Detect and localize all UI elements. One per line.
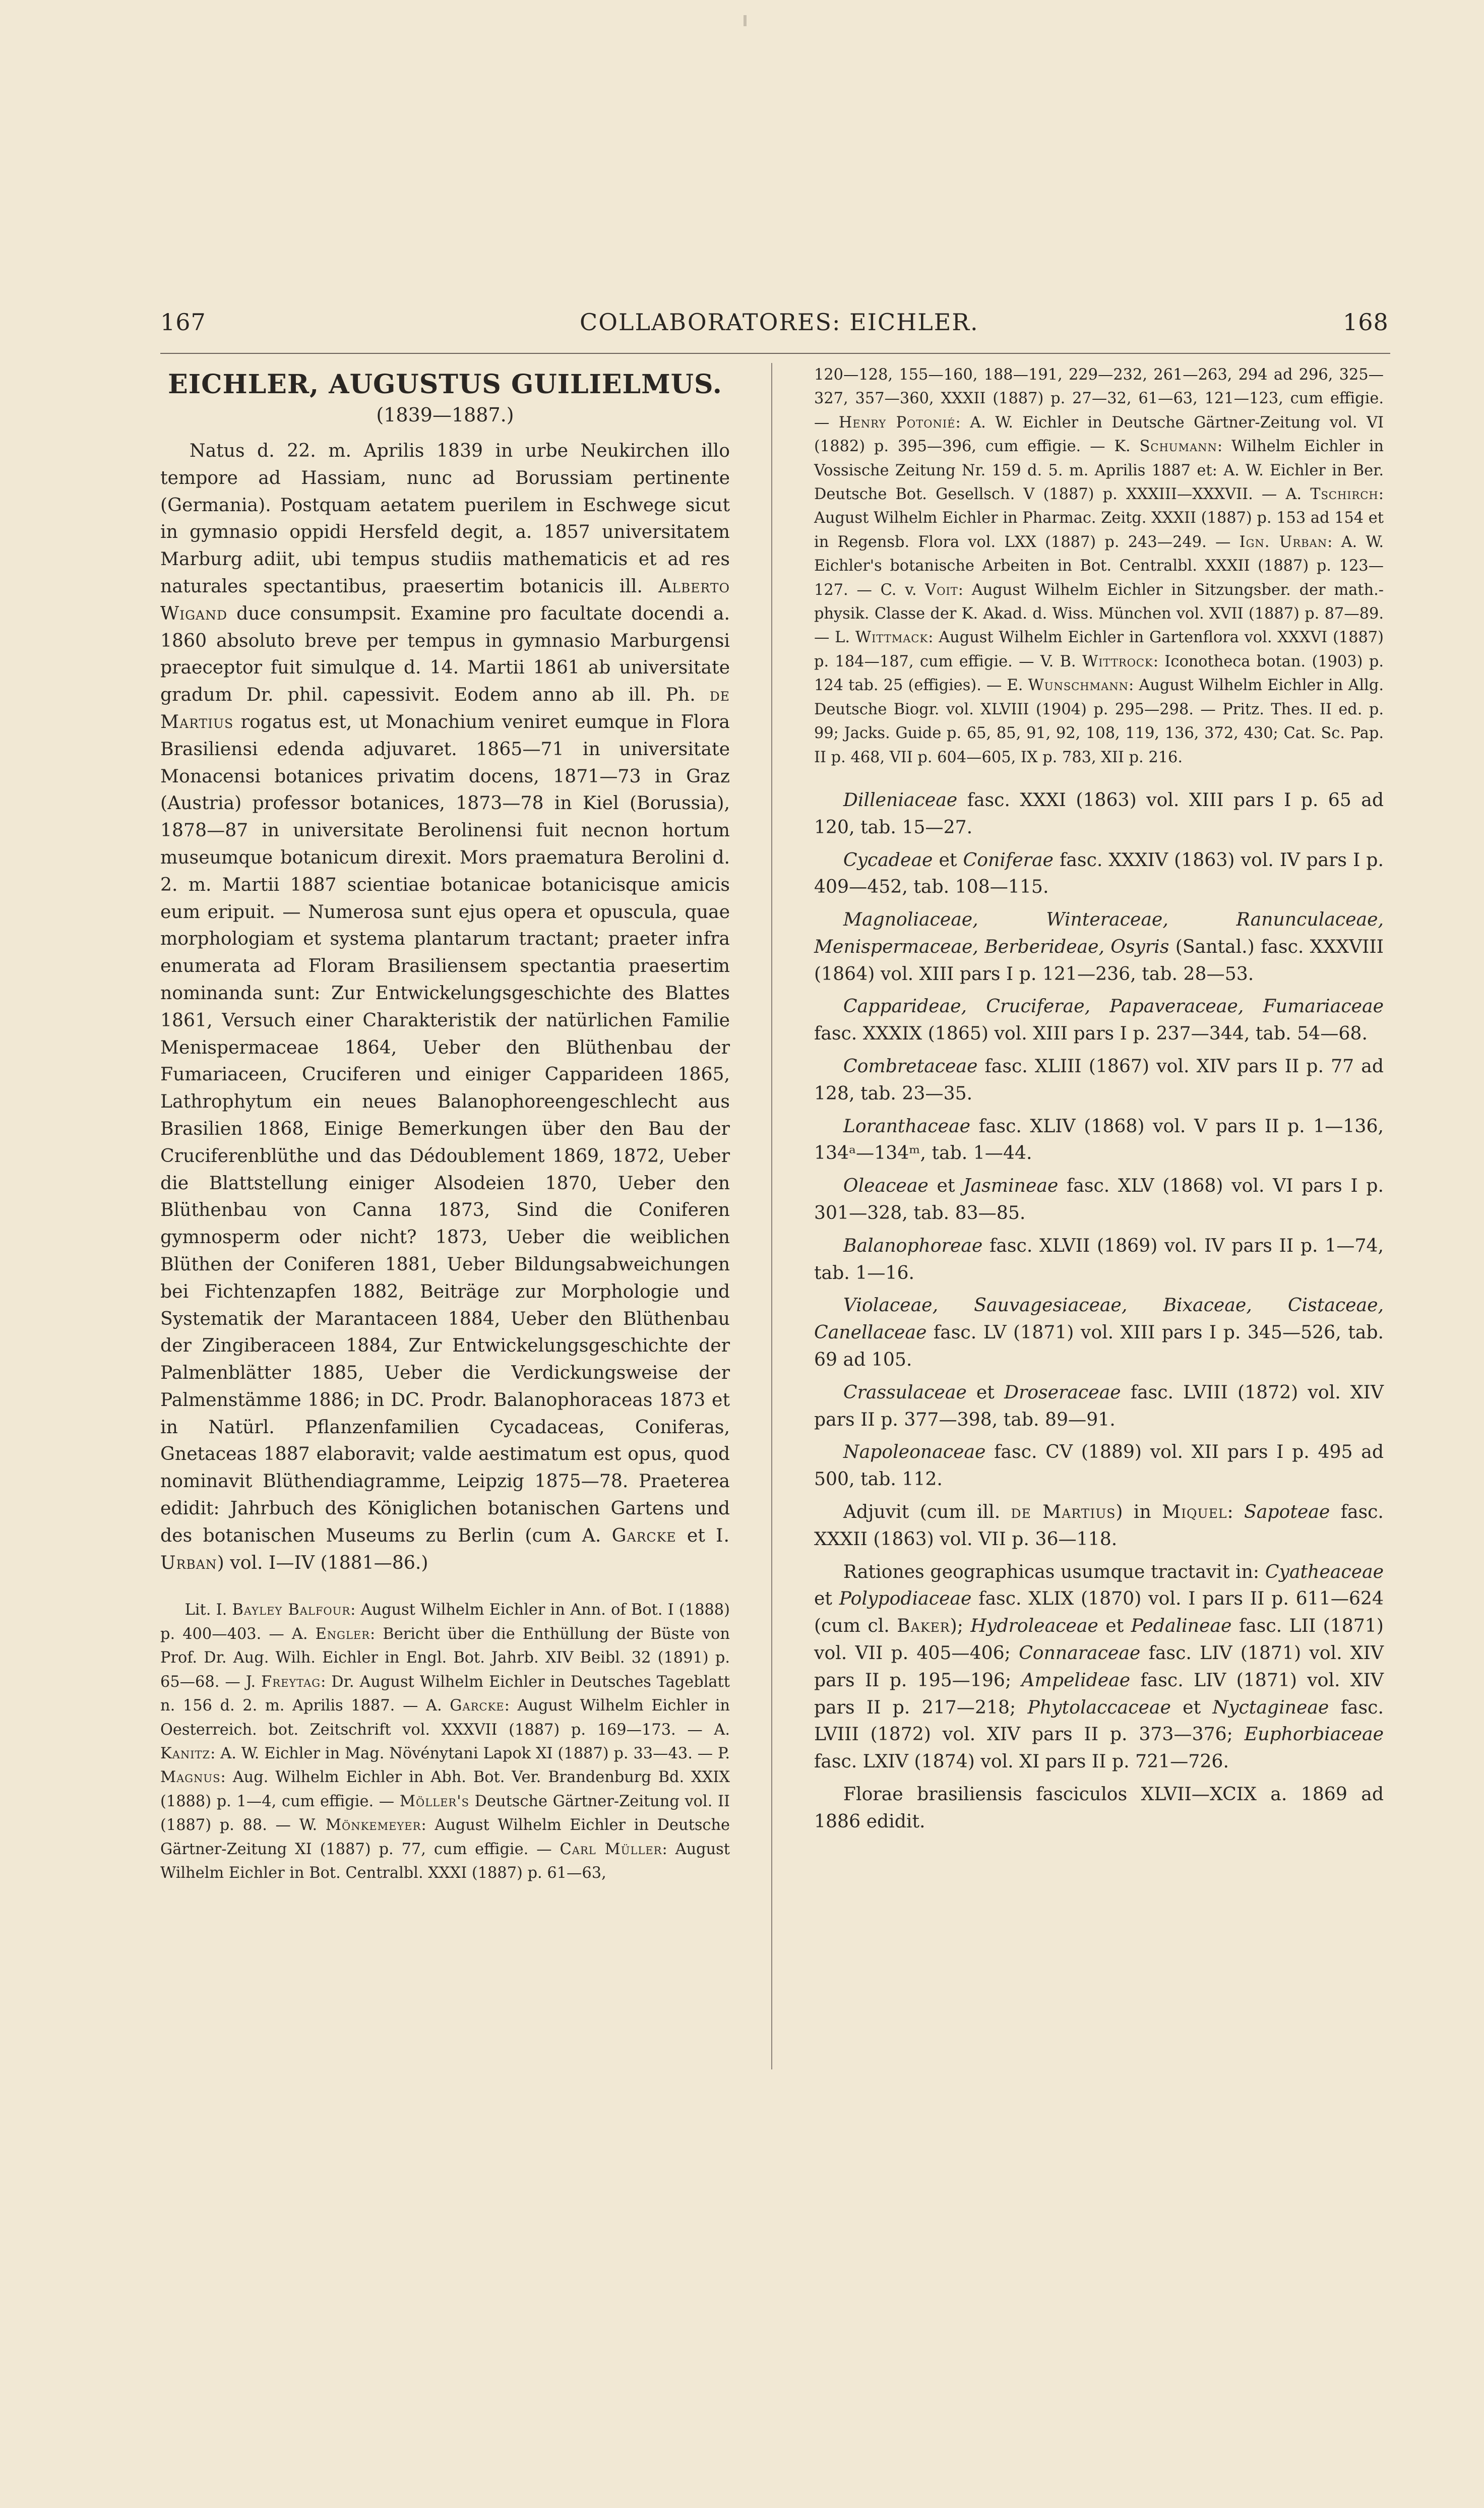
entry-text: et [1105, 1615, 1124, 1637]
taxon-name: Droseraceae [1004, 1381, 1121, 1403]
lit-text: : August Wilhelm Eichler in Pharmac. Zeitg. XXXII (1887) p. 153 ad 154 et in Regensb. Flora vol. LXX (1887) p. 243—249. — [814, 485, 1384, 551]
person-name: de Martius [160, 684, 730, 732]
rationes-paragraph [814, 1558, 1384, 1775]
contribution-entry [814, 1172, 1384, 1227]
taxon-name: Loranthaceae [843, 1115, 970, 1137]
entry-text: fasc. XLV (1868) vol. VI pars I p. 301—328, tab. 83—85. [814, 1175, 1384, 1224]
taxon-name: Napoleonaceae [843, 1441, 986, 1463]
bio-text-5: ) vol. I—IV (1881—86.) [217, 1551, 428, 1573]
entry-text: fasc. LV (1871) vol. XIII pars I p. 345—526, tab. 69 ad 105. [814, 1321, 1384, 1371]
lit-text: Deutsche Gärtner-Zeitung vol. II (1887) p. 88. — W. [160, 1792, 730, 1834]
taxon-name: Pedalineae [1131, 1615, 1232, 1637]
bio-text-4: et [687, 1524, 705, 1546]
taxon-name: Coniferae [963, 848, 1054, 871]
paper-speck [744, 15, 747, 26]
taxon-name: Crassulaceae [843, 1381, 967, 1403]
entry-text: : [1227, 1501, 1233, 1523]
entry-text: fasc. XXXIX (1865) vol. XIII pars I p. 237—344, tab. 54—68. [814, 1022, 1368, 1045]
entry-text: fasc. XLIV (1868) vol. V pars II p. 1—136, 134ᵃ—134ᵐ, tab. 1—44. [814, 1115, 1384, 1164]
lit-text: : August Wilhelm Eichler in Deutsche Gärtner-Zeitung XI (1887) p. 77, cum effigie. — [160, 1816, 730, 1858]
bio-text-1: Natus d. 22. m. Aprilis 1839 in urbe Neukirchen illo tempore ad Hassiam, nunc ad Borussiam pertinente (Germania). Postquam aetatem puerilem in Eschwege sicut in gymnasio oppidi Hersfeld degit, a. 1857 universitatem Marburg adiit, ubi tempus studiis mathematicis et ad res naturales spectantibus, praesertim botanicis ill. [160, 440, 730, 597]
lit-author: Wittmack [855, 629, 929, 647]
entry-text: fasc. XLVII (1869) vol. IV pars II p. 1—74, tab. 1—16. [814, 1234, 1384, 1283]
entry-text: et [976, 1381, 995, 1403]
taxon-name: Connaraceae [1019, 1642, 1141, 1664]
lit-author: Voit [925, 581, 958, 599]
person-name: de Martius [1011, 1501, 1116, 1523]
taxon-name: Dilleniaceae [843, 788, 958, 811]
person-name: Miquel [1162, 1501, 1227, 1523]
lit-author: Freytag [261, 1673, 321, 1691]
lit-author: Mönkemeyer [325, 1816, 421, 1834]
left-column [160, 363, 730, 1885]
entry-text: fasc. LXIV (1874) vol. XI pars II p. 721—726. [814, 1750, 1229, 1772]
lit-author: Möller's [399, 1792, 469, 1810]
running-title: COLLABORATORES: EICHLER. [580, 309, 979, 336]
taxon-name: Cycadeae [843, 848, 933, 871]
lit-author: Henry Potonié [838, 413, 956, 432]
contribution-entry [814, 1292, 1384, 1373]
taxon-name: Jasmineae [963, 1175, 1059, 1197]
lit-text: : A. W. Eichler in Deutsche Gärtner-Zeitung vol. VI (1882) p. 395—396, cum effigie. — K. [814, 413, 1384, 456]
contribution-entry [814, 846, 1384, 901]
lit-text: : August Wilhelm Eichler in Sitzungsber. der math.-physik. Classe der K. Akad. d. Wiss. München vol. XVII (1887) p. 87—89. — L. [814, 581, 1384, 647]
entry-text: et [939, 848, 957, 871]
literature-paragraph [160, 1598, 730, 1885]
article-title: EICHLER, AUGUSTUS GUILIELMUS. [168, 369, 722, 400]
lit-text: : A. W. Eichler in Mag. Növénytani Lapok XI (1887) p. 33—43. — P. [210, 1744, 730, 1762]
lit-text: : August Wilhelm Eichler in Oesterreich. bot. Zeitschrift vol. XXXVII (1887) p. 169—173. — A. [160, 1697, 730, 1739]
entry-text: fasc. LIV (1871) vol. XIV pars II p. 195—196; [814, 1642, 1384, 1691]
final-paragraph [814, 1781, 1384, 1835]
entry-text: (Santal.) fasc. XXXVIII (1864) vol. XIII pars I p. 121—236, tab. 28—53. [814, 935, 1384, 985]
column-divider [771, 363, 772, 2069]
entry-text: fasc. XXXIV (1863) vol. IV pars I p. 409—452, tab. 108—115. [814, 848, 1384, 898]
entry-text: ) in [1116, 1501, 1151, 1523]
article-dates: (1839—1887.) [376, 404, 514, 426]
taxon-name: Combretaceae [843, 1055, 978, 1077]
entry-text: Adjuvit (cum ill. [843, 1501, 1001, 1523]
entry-text: fasc. LVIII (1872) vol. XIV pars II p. 373—376; [814, 1696, 1384, 1745]
contribution-entry [814, 1113, 1384, 1167]
contribution-entry [814, 1232, 1384, 1287]
entry-text: Florae brasiliensis fasciculos XLVII—XCIX a. 1869 ad 1886 edidit. [814, 1783, 1384, 1832]
lit-text: : Wilhelm Eichler in Vossische Zeitung Nr. 159 d. 5. m. Aprilis 1887 et: A. W. Eichler in Ber. Deutsche Bot. Gesellsch. V (1887) p. XXXIII—XXXVII. — A. [814, 438, 1384, 504]
lit-text: : A. W. Eichler's botanische Arbeiten in Bot. Centralbl. XXXII (1887) p. 123—127. — C. v. [814, 533, 1384, 599]
taxon-name: Cyatheaceae [1265, 1560, 1384, 1582]
person-name: I. Urban [160, 1524, 730, 1573]
taxon-name: Phytolaccaceae [1027, 1696, 1171, 1718]
contribution-entry [814, 993, 1384, 1047]
entry-text: et [814, 1587, 832, 1610]
lit-author: Wunschmann [1028, 677, 1129, 695]
entry-text: fasc. LII (1871) vol. VII p. 405—406; [814, 1615, 1384, 1664]
entry-text: fasc. XLIII (1867) vol. XIV pars II p. 77 ad 128, tab. 23—35. [814, 1055, 1384, 1104]
lit-author: Bayley Balfour [232, 1601, 351, 1619]
lit-text: : Bericht über die Enthüllung der Büste von Prof. Dr. Aug. Wilh. Eichler in Engl. Bot. Jahrb. XIV Beibl. 32 (1891) p. 65—68. — J. [160, 1625, 730, 1691]
header-rule [160, 353, 1390, 354]
person-name: Alberto Wigand [160, 575, 730, 624]
taxon-name: Oleaceae [843, 1175, 929, 1197]
biography-paragraph [160, 437, 730, 1576]
contribution-entry [814, 1053, 1384, 1107]
lit-text: : Aug. Wilhelm Eichler in Abh. Bot. Ver. Brandenburg Bd. XXIX (1888) p. 1—4, cum effigie. — [160, 1768, 730, 1810]
lit-lead: Lit. I. [184, 1601, 227, 1619]
right-column [814, 363, 1384, 1841]
entry-text: et [1183, 1696, 1201, 1718]
lit-author: Garcke [450, 1697, 505, 1715]
lit-text: : August Wilhelm Eichler in Ann. of Bot. I (1888) p. 400—403. — A. [160, 1601, 730, 1643]
lit-author: Magnus [160, 1768, 221, 1787]
lit-text: : August Wilhelm Eichler in Gartenflora vol. XXXVI (1887) p. 184—187, cum effigie. — V. B. [814, 629, 1384, 670]
lit-author: Engler [315, 1625, 370, 1643]
person-name: Baker [897, 1615, 950, 1637]
lit-text: : Iconotheca botan. (1903) p. 124 tab. 25 (effigies). — E. [814, 652, 1384, 695]
entry-text: ); [950, 1615, 963, 1637]
entry-text: Rationes geographicas usumque tractavit in: [843, 1560, 1260, 1582]
contribution-entry [814, 1379, 1384, 1433]
adjuvit-paragraph [814, 1498, 1384, 1553]
page-number-right: 168 [1343, 309, 1389, 336]
entry-text: fasc. LIV (1871) vol. XIV pars II p. 217—218; [814, 1669, 1384, 1718]
entry-text: fasc. XXXII (1863) vol. VII p. 36—118. [814, 1501, 1384, 1550]
lit-text: : August Wilhelm Eichler in Bot. Centralbl. XXXI (1887) p. 61—63, [160, 1840, 730, 1882]
entry-text: fasc. LVIII (1872) vol. XIV pars II p. 377—398, tab. 89—91. [814, 1381, 1384, 1430]
entry-text: fasc. CV (1889) vol. XII pars I p. 495 ad 500, tab. 112. [814, 1441, 1384, 1490]
taxon-name: Balanophoreae [843, 1234, 983, 1256]
bio-text-2: duce consumpsit. Examine pro facultate docendi a. 1860 absoluto breve per tempus in gymnasio Marburgensi praeceptor fuit simulque d. 14. Martii 1861 ab universitate gradum Dr. phil. capessivit. Eodem anno ab ill. Ph. [160, 602, 730, 706]
taxon-name: Violaceae, Sauvagesiaceae, Bixaceae, Cistaceae, Canellaceae [814, 1294, 1384, 1343]
taxon-name: Sapoteae [1244, 1501, 1330, 1523]
contribution-entry [814, 786, 1384, 841]
taxon-name: Euphorbiaceae [1244, 1723, 1384, 1745]
taxon-name: Polypodiaceae [839, 1587, 972, 1610]
taxon-name: Hydroleaceae [970, 1615, 1098, 1637]
lit-author: Wittrock [1082, 652, 1153, 670]
lit-text: : August Wilhelm Eichler in Allg. Deutsche Biogr. vol. XLVIII (1904) p. 295—298. — Pritz. Thes. II ed. p. 99; Jacks. Guide p. 65, 85, 91, 92, 108, 119, 136, 372, 430; Cat. Sc. Pap. II p. 468, VII p. 604—605, IX p. 783, XII p. 216. [814, 677, 1384, 766]
lit-author: Carl Müller [560, 1840, 662, 1858]
taxon-name: Ampelideae [1021, 1669, 1131, 1691]
taxon-name: Magnoliaceae, Winteraceae, Ranunculaceae, Menispermaceae, Berberideae, Osyris [814, 908, 1384, 957]
taxon-name: Capparideae, Cruciferae, Papaveraceae, Fumariaceae [843, 995, 1384, 1017]
lit-text: : Dr. August Wilhelm Eichler in Deutsches Tageblatt n. 156 d. 2. m. Aprilis 1887. — A. [160, 1673, 730, 1715]
lit-author: Kanitz [160, 1744, 211, 1762]
lit-author: Ign. Urban [1239, 533, 1328, 551]
entry-text: et [937, 1175, 955, 1197]
lit-author: Schumann [1139, 438, 1217, 456]
entry-text: fasc. XXXI (1863) vol. XIII pars I p. 65 ad 120, tab. 15—27. [814, 788, 1384, 838]
contribution-entry [814, 906, 1384, 987]
entry-text: fasc. XLIX (1870) vol. I pars II p. 611—624 (cum cl. [814, 1587, 1384, 1637]
contribution-entry [814, 1438, 1384, 1493]
taxon-name: Nyctagineae [1212, 1696, 1329, 1718]
person-name: Garcke [611, 1524, 676, 1546]
lit-author: Tschirch [1310, 485, 1379, 504]
literature-continuation [814, 363, 1384, 769]
lit-text: 120—128, 155—160, 188—191, 229—232, 261—263, 294 ad 296, 325—327, 357—360, XXXII (1887) p. 27—32, 61—63, 121—123, cum effigie. — [814, 366, 1384, 432]
page-number-left: 167 [160, 309, 206, 336]
bio-text-3: rogatus est, ut Monachium veniret eumque in Flora Brasiliensi edenda adjuvaret. 1865—71 in universitate Monacensi botanices privatim docens, 1871—73 in Graz (Austria) professor botanices, 1873—78 in Kiel (Borussia), 1878—87 in universitate Berolinensi fuit necnon hortum museumque botanicum direxit. Mors praematura Berolini d. 2. m. Martii 1887 scientiae botanicae botanicisque amicis eum eripuit. — Numerosa sunt ejus opera et opuscula, quae morphologiam et systema plantarum tractant; praeter infra enumerata ad Floram Brasiliensem spectantia praesertim nominanda sunt: Zur Entwickelungsgeschichte des Blattes 1861, Versuch einer Charakteristik der natürlichen Familie Menispermaceae 1864, Ueber den Blüthenbau der Fumariaceen, Cruciferen und einiger Capparideen 1865, Lathrophytum ein neues Balanophoreengeschlecht aus Brasilien 1868, Einige Bemerkungen über den Bau der Cruciferenblüthe und das Dédoublement 1869, 1872, Ueber die Blattstellung einiger Alsodeien 1870, Ueber den Blüthenbau von Canna 1873, Sind die Coniferen gymnosperm oder nicht? 1873, Ueber die weiblichen Blüthen der Coniferen 1881, Ueber Bildungsabweichungen bei Fichtenzapfen 1882, Beiträge zur Morphologie und Systematik der Marantaceen 1884, Ueber den Blüthenbau der Zingiberaceen 1884, Zur Entwickelungsgeschichte der Palmenblätter 1885, Ueber die Verdickungsweise der Palmenstämme 1886; in DC. Prodr. Balanophoraceas 1873 et in Natürl. Pflanzenfamilien Cycadaceas, Coniferas, Gnetaceas 1887 elaboravit; valde aestimatum est opus, quod nominavit Blüthendiagramme, Leipzig 1875—78. Praeterea edidit: Jahrbuch des Königlichen botanischen Gartens und des botanischen Museums zu Berlin (cum A. [160, 710, 730, 1546]
